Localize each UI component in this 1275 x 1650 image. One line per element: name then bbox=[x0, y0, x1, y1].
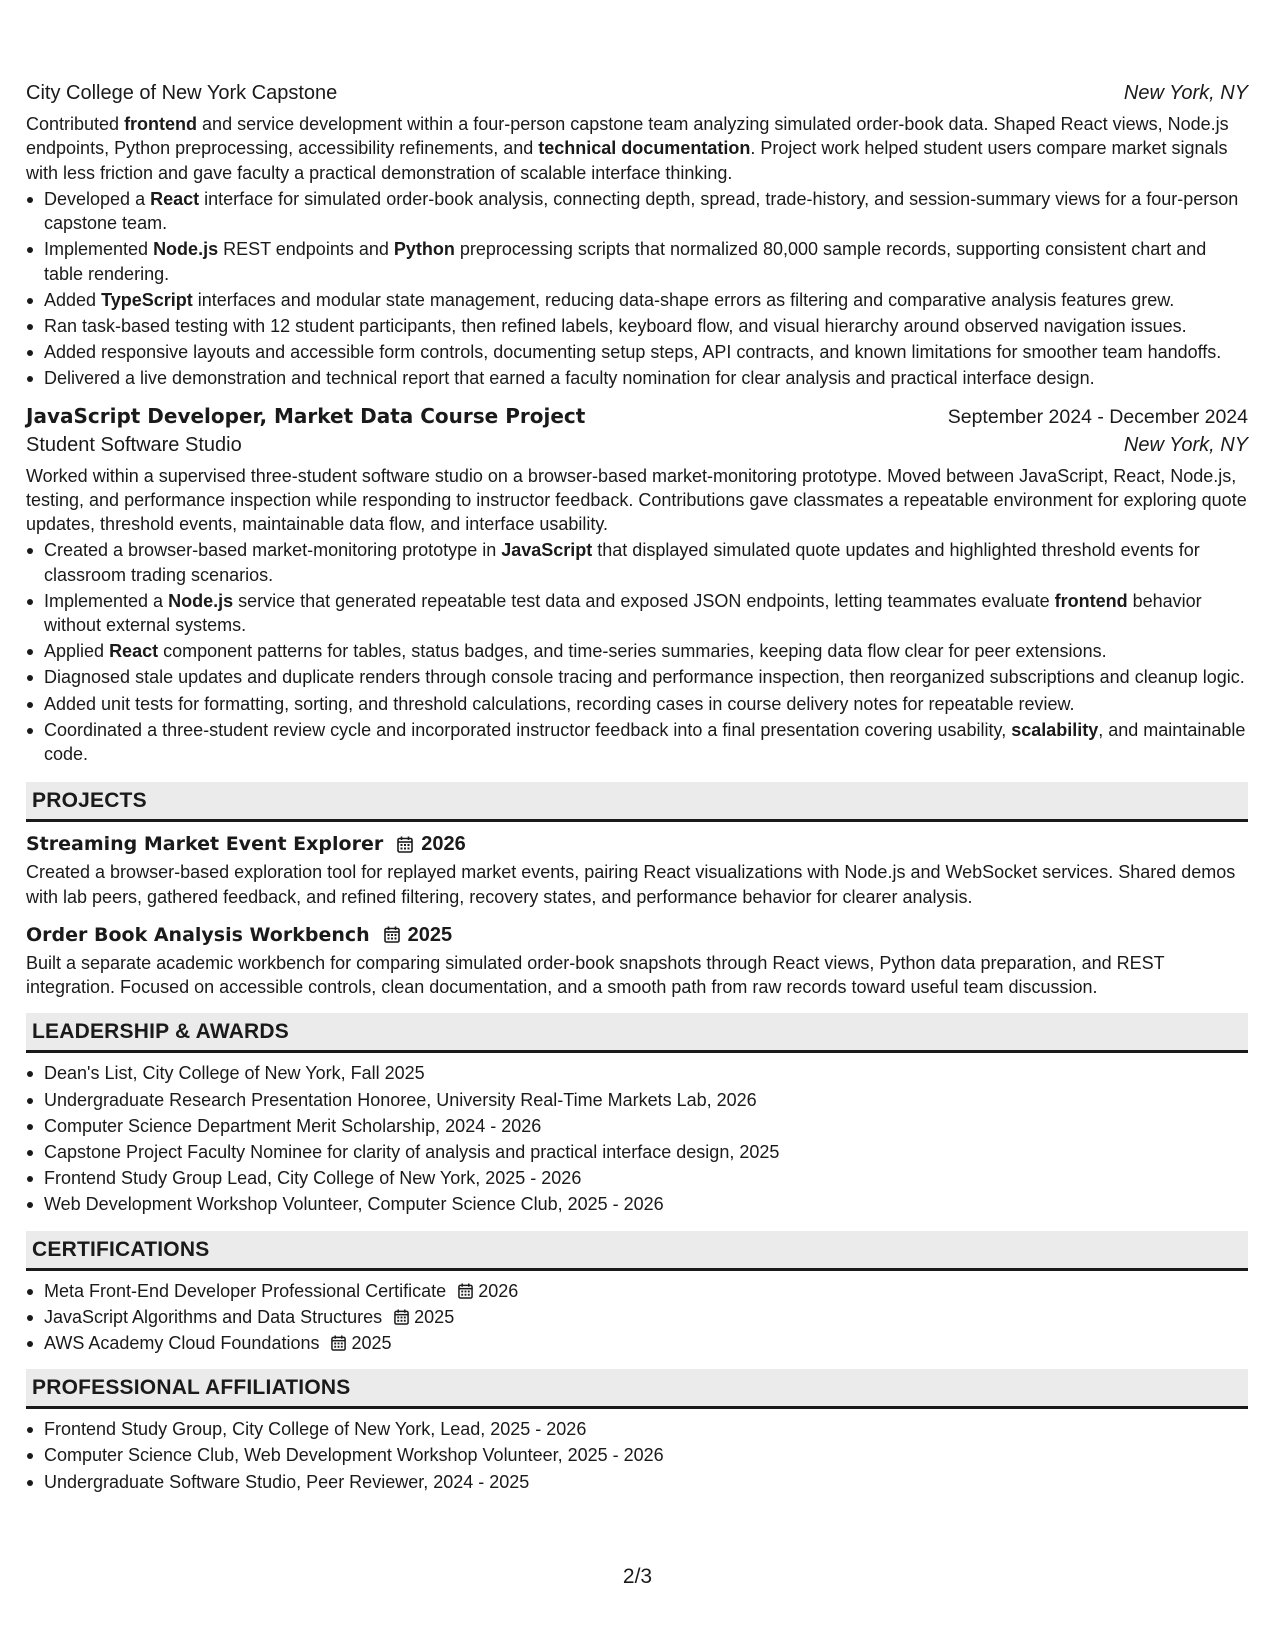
text-run: Created a browser-based market-monitoring prototype in bbox=[44, 540, 502, 561]
text-run: Added unit tests for formatting, sorting, and threshold calculations, recording cases in course delivery notes for repeatable review. bbox=[44, 693, 1075, 714]
text-run: interface for simulated order-book analysis, connecting depth, spread, trade-history, and session-summary views for a four-person capstone team. bbox=[44, 188, 1239, 234]
project-title: Streaming Market Event Explorer bbox=[26, 833, 384, 856]
capstone-summary bbox=[26, 112, 1248, 185]
certifications-heading bbox=[26, 1231, 1248, 1271]
bold-keyword: frontend bbox=[1054, 590, 1128, 611]
calendar-icon bbox=[331, 1335, 346, 1351]
project-title-row bbox=[26, 921, 1248, 949]
bold-keyword: Node.js bbox=[168, 590, 234, 611]
bold-keyword: React bbox=[150, 188, 200, 209]
capstone-org: City College of New York Capstone bbox=[26, 82, 338, 104]
bold-keyword: Python bbox=[393, 239, 455, 260]
bullet-item bbox=[44, 187, 1248, 235]
text-run: preprocessing scripts that normalized 80,000 sample records, supporting consistent chart and table rendering. bbox=[44, 239, 1207, 284]
certification-year: 2026 bbox=[478, 1280, 519, 1301]
certification-name: AWS Academy Cloud Foundations bbox=[44, 1333, 320, 1354]
project-item bbox=[26, 830, 1248, 909]
project-title: Order Book Analysis Workbench bbox=[26, 923, 370, 946]
text-run: , and maintainable code. bbox=[44, 719, 1246, 765]
text-run: interfaces and modular state management, reducing data-shape errors as filtering and comparative analysis features grew. bbox=[192, 289, 1175, 310]
calendar-icon bbox=[397, 836, 413, 853]
capstone-bullets bbox=[26, 187, 1248, 391]
bullet-item bbox=[44, 665, 1248, 689]
bullet-item bbox=[44, 718, 1248, 766]
affiliations-heading bbox=[26, 1369, 1248, 1409]
bold-keyword: technical documentation bbox=[538, 138, 751, 159]
js-role-location: New York, NY bbox=[1123, 433, 1248, 456]
bullet-item bbox=[44, 237, 1248, 285]
affiliations-list bbox=[26, 1417, 1248, 1494]
certifications-list bbox=[26, 1279, 1248, 1356]
capstone-entry bbox=[26, 80, 1248, 391]
bullet-item bbox=[44, 314, 1248, 338]
text-run: Contributed bbox=[26, 114, 125, 134]
project-year: 2025 bbox=[407, 923, 453, 946]
bullet-item bbox=[44, 288, 1248, 312]
text-run: Applied bbox=[44, 641, 110, 662]
project-description: Built a separate academic workbench for comparing simulated order-book snapshots through React views, Python data preparation, and REST integration. Focused on accessible controls, clean documentation, and a smooth path from raw records toward useful team discussion. bbox=[26, 952, 1165, 998]
certifications-heading-text: CERTIFICATIONS bbox=[32, 1237, 210, 1261]
leadership-heading-text: LEADERSHIP & AWARDS bbox=[32, 1020, 289, 1044]
bold-keyword: scalability bbox=[1011, 719, 1099, 740]
certification-name: JavaScript Algorithms and Data Structures bbox=[44, 1306, 383, 1327]
text-run: Added bbox=[44, 289, 102, 310]
projects-heading bbox=[26, 782, 1248, 822]
bold-keyword: React bbox=[109, 641, 159, 662]
certification-item bbox=[44, 1305, 1248, 1329]
certification-name: Meta Front-End Developer Professional Certificate bbox=[44, 1280, 447, 1301]
affiliation-item: Undergraduate Software Studio, Peer Reviewer, 2024 - 2025 bbox=[44, 1470, 1248, 1494]
text-run: Ran task-based testing with 12 student participants, then refined labels, keyboard flow, and visual hierarchy around observed navigation issues. bbox=[44, 315, 1187, 336]
bold-keyword: Node.js bbox=[153, 239, 219, 260]
text-run: service that generated repeatable test data and exposed JSON endpoints, letting teammates evaluate bbox=[233, 590, 1055, 611]
project-title-row bbox=[26, 830, 1248, 858]
leadership-item: Computer Science Department Merit Scholarship, 2024 - 2026 bbox=[44, 1114, 1248, 1138]
bullet-item bbox=[44, 538, 1248, 586]
capstone-location: New York, NY bbox=[1123, 82, 1248, 104]
leadership-item: Capstone Project Faculty Nominee for clarity of analysis and practical interface design, 2025 bbox=[44, 1140, 1248, 1164]
js-role-entry bbox=[26, 401, 1248, 767]
project-item bbox=[26, 921, 1248, 1000]
js-role-org: Student Software Studio bbox=[26, 433, 242, 456]
bold-keyword: JavaScript bbox=[501, 540, 593, 561]
text-run: Developed a bbox=[44, 188, 151, 209]
certification-item bbox=[44, 1331, 1248, 1355]
calendar-icon bbox=[458, 1283, 473, 1299]
page-number: 2/3 bbox=[622, 1565, 653, 1588]
bullet-item bbox=[44, 589, 1248, 637]
text-run: component patterns for tables, status badges, and time-series summaries, keeping data flow clear for peer extensions. bbox=[158, 641, 1107, 662]
text-run: Added responsive layouts and accessible form controls, documenting setup steps, API contracts, and known limitations for smoother team handoffs. bbox=[44, 342, 1222, 363]
text-run: Delivered a live demonstration and technical report that earned a faculty nomination for clear analysis and practical interface design. bbox=[44, 368, 1095, 389]
leadership-heading bbox=[26, 1013, 1248, 1053]
job-title: JavaScript Developer, Market Data Course Project bbox=[26, 403, 586, 428]
bullet-item bbox=[44, 639, 1248, 663]
js-role-subheader bbox=[26, 432, 1248, 458]
text-run: Diagnosed stale updates and duplicate renders through console tracing and performance inspection, then reorganized subscriptions and cleanup logic. bbox=[44, 667, 1245, 688]
leadership-item: Dean's List, City College of New York, Fall 2025 bbox=[44, 1061, 1248, 1085]
affiliations-heading-text: PROFESSIONAL AFFILIATIONS bbox=[32, 1376, 351, 1400]
capstone-header bbox=[26, 80, 1248, 106]
certification-year: 2025 bbox=[414, 1306, 455, 1327]
text-run: Coordinated a three-student review cycle and incorporated instructor feedback into a final presentation covering usability, bbox=[44, 719, 1012, 740]
text-run: and service development within a four-person capstone team analyzing simulated order-book data. Shaped React views, Node.js endpoints, Python preprocessing, accessibility refinements, and bbox=[26, 114, 1229, 159]
leadership-list bbox=[26, 1061, 1248, 1216]
js-role-bullets bbox=[26, 538, 1248, 766]
certification-item bbox=[44, 1279, 1248, 1303]
js-role-header bbox=[26, 401, 1248, 432]
text-run: Implemented bbox=[44, 239, 154, 260]
text-run: that displayed simulated quote updates and highlighted threshold events for classroom trading scenarios. bbox=[44, 540, 1200, 585]
project-description: Created a browser-based exploration tool for replayed market events, pairing React visualizations with Node.js and WebSocket services. Shared demos with lab peers, gathered feedback, and refined filtering, recovery states, and performance behavior for clearer analysis. bbox=[26, 862, 1236, 907]
resume-page bbox=[26, 80, 1248, 1496]
text-run: REST endpoints and bbox=[218, 239, 394, 260]
projects-heading-text: PROJECTS bbox=[32, 789, 147, 813]
leadership-item: Undergraduate Research Presentation Honoree, University Real-Time Markets Lab, 2026 bbox=[44, 1088, 1248, 1112]
text-run: behavior without external systems. bbox=[44, 590, 1202, 636]
leadership-item: Web Development Workshop Volunteer, Computer Science Club, 2025 - 2026 bbox=[44, 1192, 1248, 1216]
calendar-icon bbox=[394, 1309, 409, 1325]
bullet-item bbox=[44, 692, 1248, 716]
affiliation-item: Frontend Study Group, City College of New York, Lead, 2025 - 2026 bbox=[44, 1417, 1248, 1441]
bullet-item bbox=[44, 340, 1248, 364]
certification-year: 2025 bbox=[351, 1333, 392, 1354]
bullet-item bbox=[44, 366, 1248, 390]
projects-section bbox=[26, 830, 1248, 999]
leadership-item: Frontend Study Group Lead, City College of New York, 2025 - 2026 bbox=[44, 1166, 1248, 1190]
js-role-summary bbox=[26, 464, 1248, 537]
bold-keyword: TypeScript bbox=[101, 289, 193, 310]
text-run: Implemented a bbox=[44, 590, 169, 611]
text-run: Worked within a supervised three-student software studio on a browser-based market-monitoring prototype. Moved between JavaScript, React, Node.js, testing, and performance inspection while responding to instructor feedback. Contributions gave classmates a repeatable environment for exploring quote updates, threshold events, maintainable data flow, and interface usability. bbox=[26, 465, 1247, 535]
affiliation-item: Computer Science Club, Web Development Workshop Volunteer, 2025 - 2026 bbox=[44, 1443, 1248, 1467]
calendar-icon bbox=[384, 926, 400, 943]
text-run: . Project work helped student users compare market signals with less friction and gave faculty a practical demonstration of scalable interface thinking. bbox=[26, 138, 1228, 183]
bold-keyword: frontend bbox=[124, 114, 198, 134]
project-year: 2026 bbox=[421, 833, 466, 856]
job-dates: September 2024 - December 2024 bbox=[947, 405, 1248, 428]
